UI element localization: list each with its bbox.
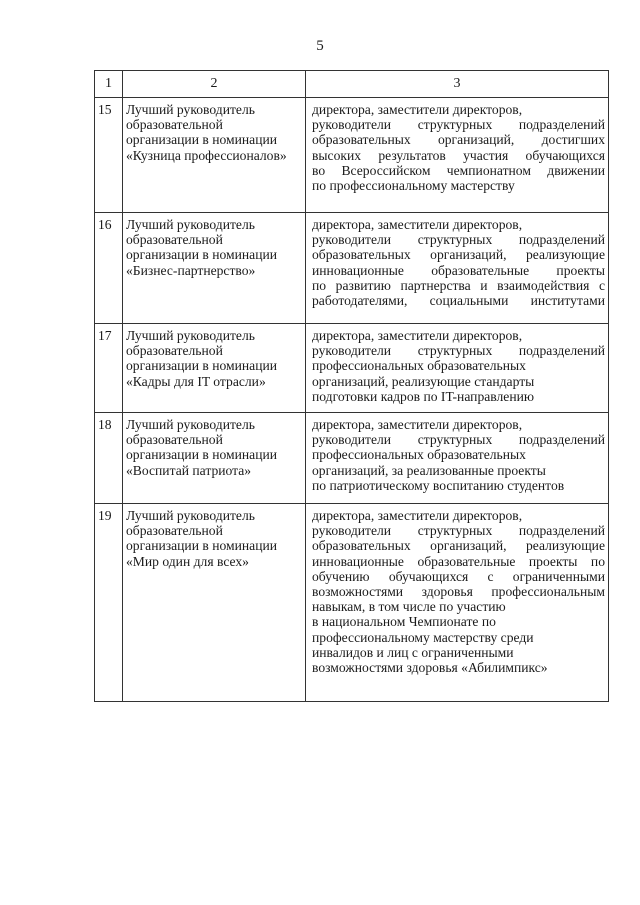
column-header-3: 3 — [306, 71, 609, 98]
description-line: руководители структурных подразделений — [312, 432, 605, 448]
description-line: по развитию партнерства и взаимодействия с — [312, 277, 605, 293]
description-line: навыкам, в том числе по участию — [312, 599, 506, 615]
nomination-name — [123, 213, 306, 324]
nomination-name-line: организации в номинации — [126, 247, 278, 263]
nomination-name — [123, 98, 306, 213]
description-line: директора, заместители директоров, — [312, 328, 523, 343]
table-row — [95, 504, 609, 702]
nomination-name-line: организации в номинации — [126, 538, 278, 554]
nomination-name-line: Лучший руководитель — [126, 508, 255, 523]
nomination-description — [306, 213, 609, 324]
description-line: возможностями здоровья «Абилимпикс» — [312, 660, 548, 676]
description-line: руководители структурных подразделений — [312, 117, 605, 133]
nomination-name-line: Лучший руководитель — [126, 328, 255, 343]
row-number: 17 — [95, 324, 123, 413]
nomination-name-line: Лучший руководитель — [126, 217, 255, 232]
description-line: обучению обучающихся с ограниченными — [312, 568, 605, 584]
nomination-description — [306, 413, 609, 504]
page-number: 5 — [316, 38, 324, 54]
description-line: работодателями, социальными институтами — [312, 293, 605, 309]
description-line: руководители структурных подразделений — [312, 523, 605, 539]
nomination-name — [123, 413, 306, 504]
description-line: директора, заместители директоров, — [312, 102, 523, 117]
nomination-description — [306, 324, 609, 413]
row-number: 18 — [95, 413, 123, 504]
description-line: руководители структурных подразделений — [312, 232, 605, 248]
description-line: по профессиональному мастерству — [312, 178, 515, 194]
row-number: 15 — [95, 98, 123, 213]
table-row — [95, 324, 609, 413]
nomination-name-line: «Мир один для всех» — [126, 553, 249, 569]
table-row — [95, 413, 609, 504]
nomination-name-line: Лучший руководитель — [126, 417, 255, 432]
description-line: в национальном Чемпионате по — [312, 614, 496, 630]
nomination-name-line: образовательной — [126, 117, 223, 133]
row-number: 19 — [95, 504, 123, 702]
nomination-name-line: образовательной — [126, 523, 223, 539]
table-row — [95, 213, 609, 324]
description-line: инвалидов и лиц с ограниченными — [312, 644, 514, 660]
nomination-description — [306, 98, 609, 213]
description-line: возможностями здоровья профессиональным — [312, 584, 605, 600]
description-line: профессиональных образовательных — [312, 358, 526, 374]
nomination-name-line: Лучший руководитель — [126, 102, 255, 117]
nomination-name-line: образовательной — [126, 343, 223, 359]
nominations-table — [94, 70, 609, 702]
description-line: руководители структурных подразделений — [312, 343, 605, 359]
nomination-name — [123, 324, 306, 413]
nomination-name-line: организации в номинации — [126, 358, 278, 374]
description-line: по патриотическому воспитанию студентов — [312, 477, 565, 493]
column-header-1: 1 — [95, 71, 123, 98]
description-line: директора, заместители директоров, — [312, 508, 523, 523]
description-line: директора, заместители директоров, — [312, 417, 523, 432]
description-line: образовательных организаций, достигших — [312, 132, 605, 148]
description-line: директора, заместители директоров, — [312, 217, 523, 232]
table-row — [95, 98, 609, 213]
description-line: высоких результатов участия обучающихся — [312, 147, 605, 163]
description-line: организаций, реализующие стандарты — [312, 373, 535, 389]
nomination-name — [123, 504, 306, 702]
nomination-name-line: организации в номинации — [126, 447, 278, 463]
table-header-row — [95, 71, 609, 98]
nomination-name-line: «Воспитай патриота» — [126, 462, 252, 478]
nomination-description — [306, 504, 609, 702]
description-line: профессиональному мастерству среди — [312, 629, 534, 645]
description-line: профессиональных образовательных — [312, 447, 526, 463]
description-line: подготовки кадров по IT-направлению — [312, 388, 535, 404]
nomination-name-line: образовательной — [126, 432, 223, 448]
nomination-name-line: организации в номинации — [126, 132, 278, 148]
row-number: 16 — [95, 213, 123, 324]
nomination-name-line: образовательной — [126, 232, 223, 248]
column-header-2: 2 — [123, 71, 306, 98]
description-line: образовательных организаций, реализующие — [312, 247, 605, 263]
description-line: организаций, за реализованные проекты — [312, 462, 546, 478]
description-line: инновационные образовательные проекты — [312, 262, 605, 278]
description-line: образовательных организаций, реализующие — [312, 538, 605, 554]
description-line: инновационные образовательные проекты по — [312, 553, 605, 569]
description-line: во Всероссийском чемпионатном движении — [312, 162, 605, 178]
nomination-name-line: «Кузница профессионалов» — [126, 147, 287, 163]
nomination-name-line: «Бизнес-партнерство» — [126, 262, 256, 278]
nomination-name-line: «Кадры для IT отрасли» — [126, 373, 266, 389]
